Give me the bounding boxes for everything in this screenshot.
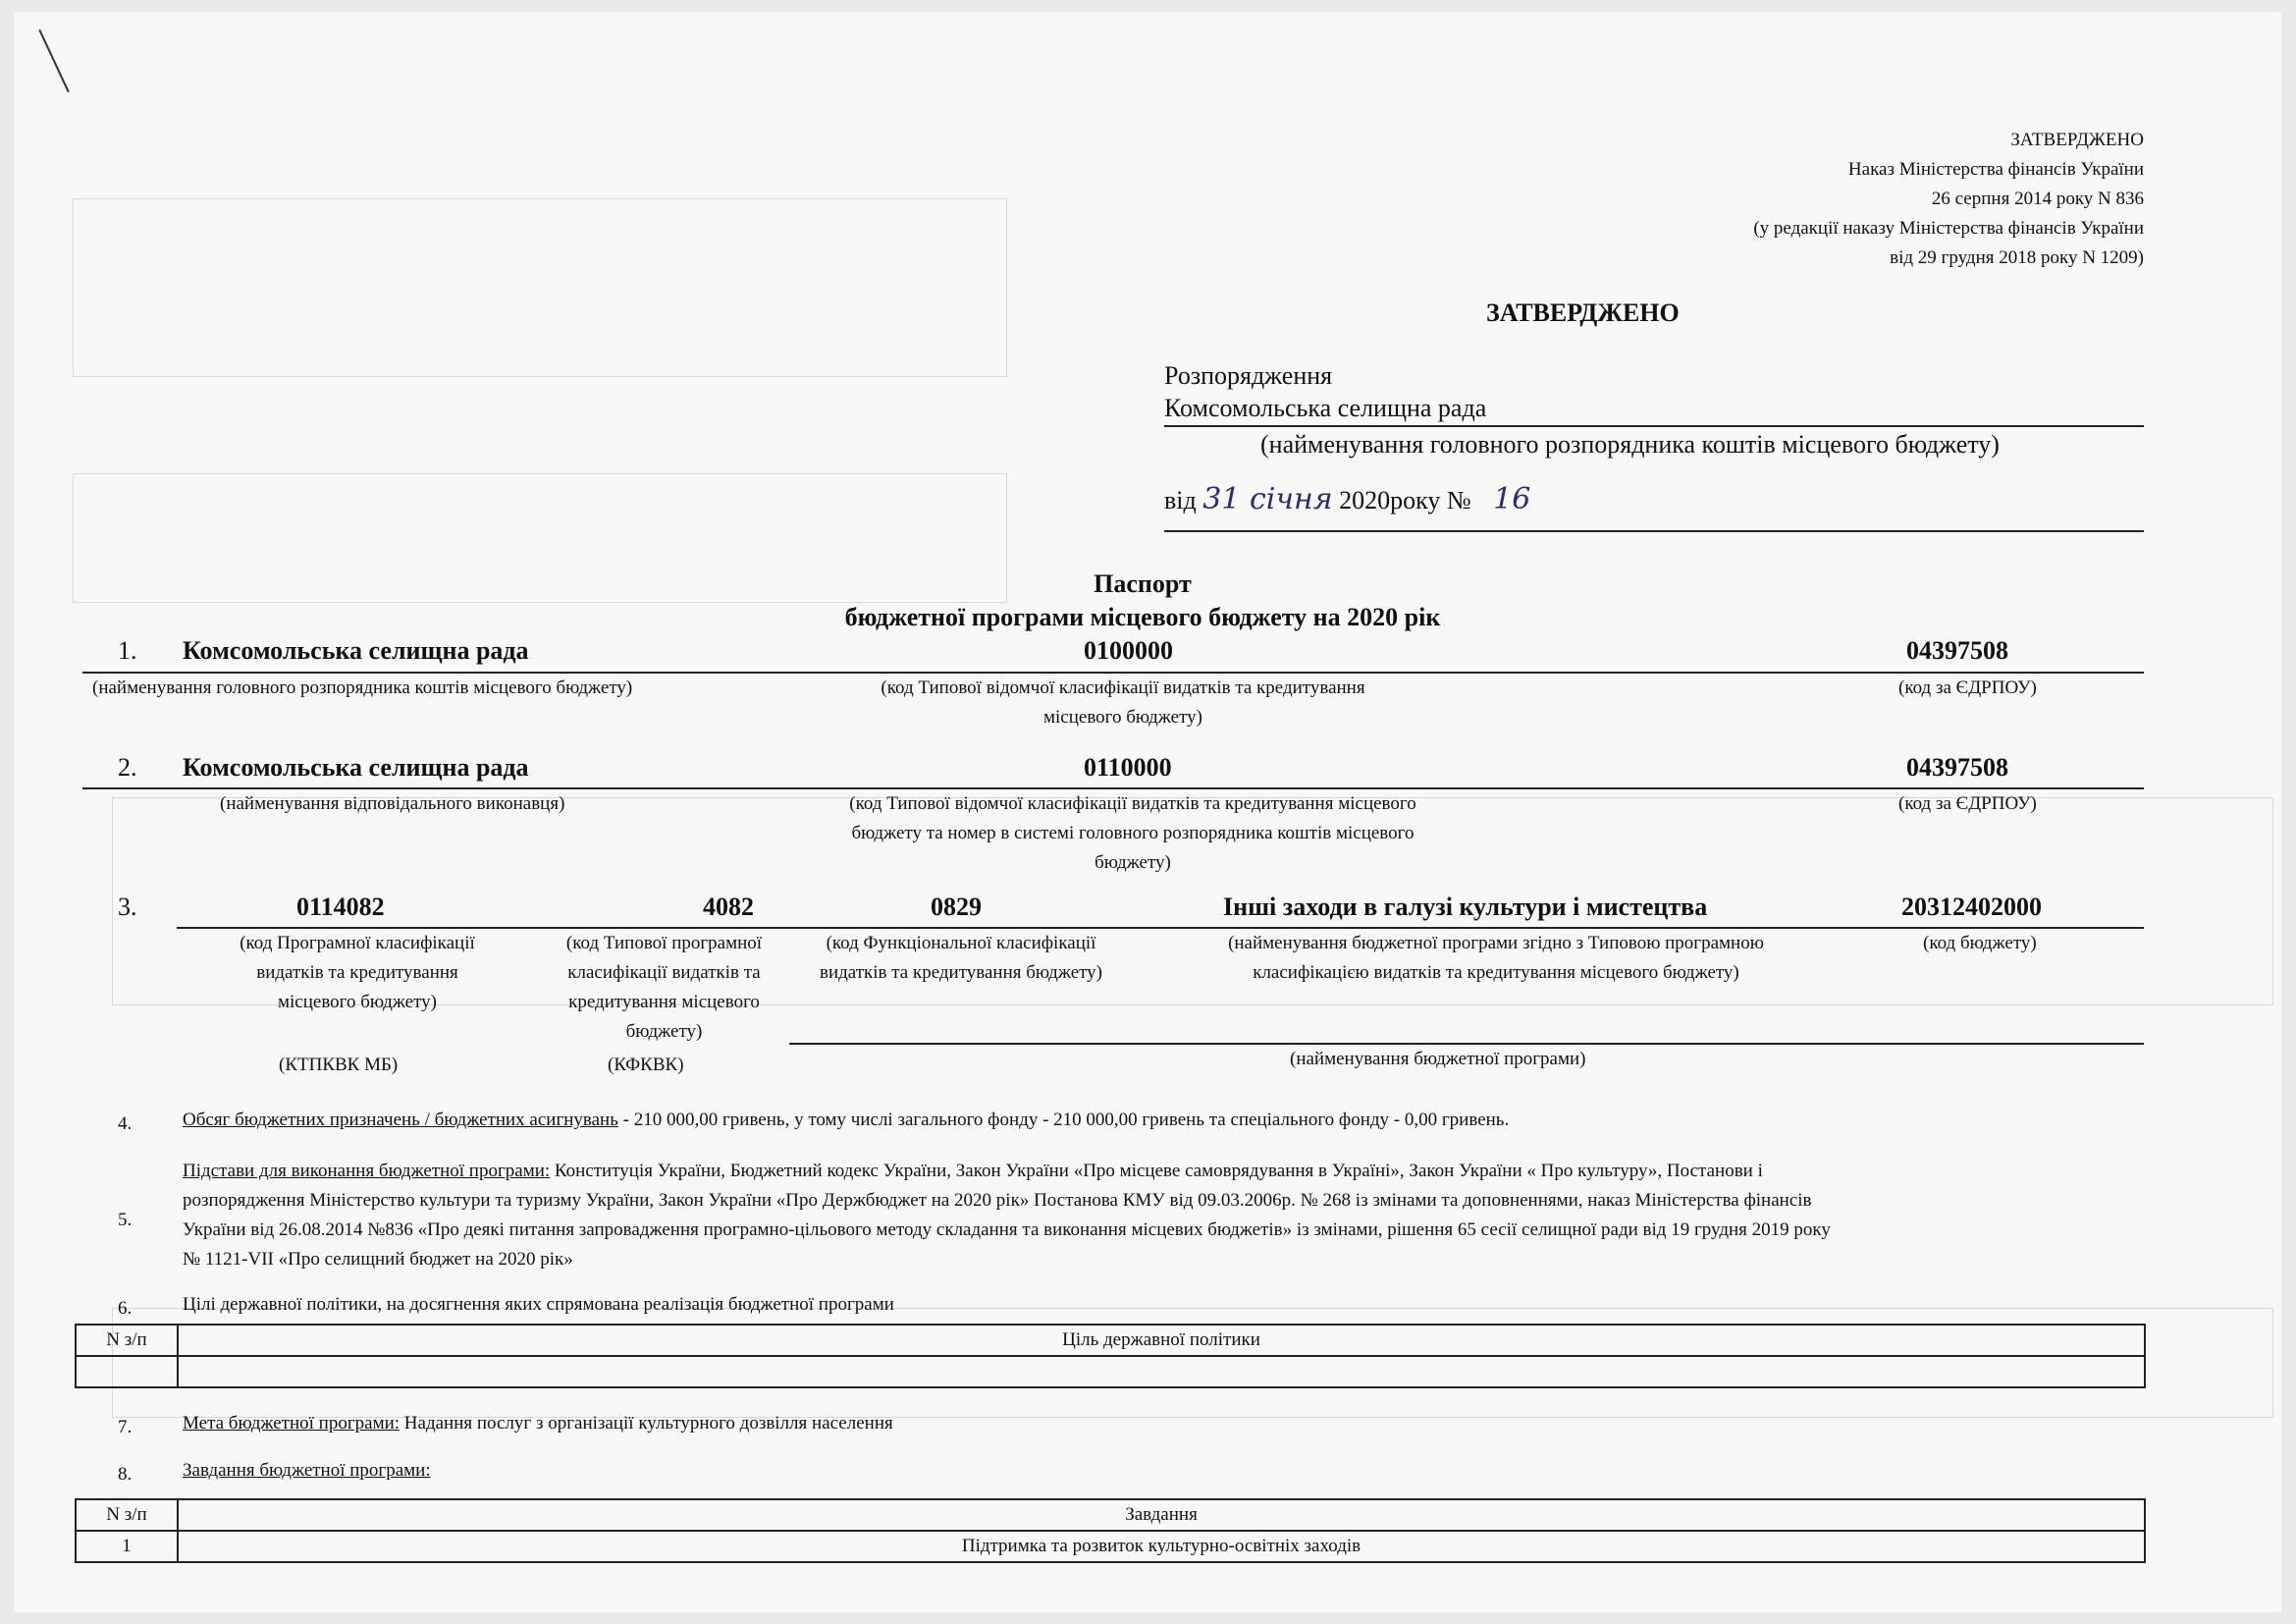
passport-title bbox=[603, 568, 1682, 634]
caption-line: класифікації видатків та bbox=[567, 962, 761, 983]
approval-order-line: Наказ Міністерства фінансів України bbox=[1847, 159, 2144, 180]
cell-empty bbox=[76, 1356, 178, 1387]
caption-line: (код Функціональної класифікації bbox=[826, 933, 1096, 953]
caption: (найменування головного розпорядника коштів місцевого бюджету) bbox=[92, 677, 633, 698]
caption-line: місцевого бюджету) bbox=[277, 992, 437, 1012]
title-line: бюджетної програми місцевого бюджету на 2020 рік bbox=[844, 603, 1441, 631]
tasks-table bbox=[75, 1498, 2146, 1563]
approval-block bbox=[1457, 126, 2144, 273]
caption-line: бюджету) bbox=[1095, 852, 1171, 873]
table-header-row bbox=[76, 1499, 2145, 1531]
approval2-doc-type: Розпорядження bbox=[1164, 361, 1333, 390]
caption-line: (код Типової програмної bbox=[565, 933, 763, 953]
item-number: 1. bbox=[118, 636, 137, 665]
item-label: Підстави для виконання бюджетної програми: bbox=[183, 1161, 551, 1181]
approval2-date-line bbox=[1164, 483, 1530, 517]
caption-line: (код Типової відомчої класифікації видатків та кредитування bbox=[881, 677, 1365, 698]
caption-line: класифікацією видатків та кредитування місцевого бюджету) bbox=[1253, 962, 1739, 983]
caption: (код за ЄДРПОУ) bbox=[1898, 793, 2037, 814]
pen-mark bbox=[38, 29, 69, 92]
approval-order-line: від 29 грудня 2018 року N 1209) bbox=[1890, 247, 2144, 268]
program-name: Інші заходи в галузі культури і мистецтва bbox=[1223, 893, 1708, 921]
caption-line: (код Програмної класифікації bbox=[240, 933, 475, 953]
item-text: № 1121-VII «Про селищний бюджет на 2020 рік» bbox=[183, 1249, 573, 1270]
col-header-goal: Ціль державної політики bbox=[178, 1325, 2145, 1356]
policy-goals-table bbox=[75, 1324, 2146, 1388]
abbr-caption: (КТПКВК МБ) bbox=[279, 1055, 399, 1075]
budget-code: 20312402000 bbox=[1901, 893, 2042, 921]
item-label: Завдання бюджетної програми: bbox=[183, 1460, 431, 1481]
caption: (код бюджету) bbox=[1923, 933, 2037, 953]
col-header-num: N з/п bbox=[76, 1325, 178, 1356]
edrpou-code: 04397508 bbox=[1906, 753, 2008, 782]
approval-order-line: 26 серпня 2014 року N 836 bbox=[1931, 189, 2144, 209]
policy-goals-heading: Цілі державної політики, на досягнення яких спрямована реалізація бюджетної програми bbox=[183, 1294, 894, 1315]
program-goal bbox=[183, 1409, 893, 1438]
approval2-org: Комсомольська селищна рада bbox=[1164, 394, 1487, 422]
table-header-row bbox=[76, 1325, 2145, 1356]
cell-task: Підтримка та розвиток культурно-освітніх заходів bbox=[178, 1531, 2145, 1562]
caption bbox=[794, 929, 1128, 988]
approval-order-line: (у редакції наказу Міністерства фінансів України bbox=[1753, 218, 2144, 239]
executor-name: Комсомольська селищна рада bbox=[183, 753, 529, 782]
caption bbox=[1133, 929, 1859, 988]
underline bbox=[1164, 530, 2144, 532]
item-number: 3. bbox=[118, 893, 137, 921]
caption-line: (найменування бюджетної програми згідно з Типовою програмною bbox=[1228, 933, 1764, 953]
item-text: Надання послуг з організації культурного дозвілля населення bbox=[400, 1413, 893, 1434]
abbr-caption: (КФКВК) bbox=[608, 1055, 684, 1075]
caption-line: бюджету) bbox=[625, 1021, 703, 1042]
underline bbox=[1164, 425, 2144, 427]
bleed-through-table bbox=[73, 198, 1007, 377]
caption-line: бюджету та номер в системі головного розпорядника коштів місцевого bbox=[851, 823, 1415, 843]
col-header-task: Завдання bbox=[178, 1499, 2145, 1531]
caption-line: кредитування місцевого bbox=[568, 992, 760, 1012]
item-number: 6. bbox=[118, 1298, 133, 1319]
handwritten-date: 31 січня bbox=[1202, 482, 1333, 516]
item-text: - 210 000,00 гривень, у тому числі загального фонду - 210 000,00 гривень та спеціального фонду - 0,00 гривень. bbox=[617, 1110, 1510, 1130]
kfk-code: 0829 bbox=[931, 893, 982, 921]
caption: (найменування відповідального виконавця) bbox=[220, 793, 565, 814]
approval-heading: ЗАТВЕРДЖЕНО bbox=[2010, 130, 2144, 150]
edrpou-code: 04397508 bbox=[1906, 636, 2008, 665]
item-number: 8. bbox=[118, 1464, 133, 1485]
caption-line: видатків та кредитування bbox=[256, 962, 458, 983]
item-text: розпорядження Міністерство культури та туризму України, Закон України «Про Держбюджет на 2020 рік» Постанова КМУ від 09.03.2006р. № 268 із змінами та доповненнями, наказ Міністерства фінансів bbox=[183, 1190, 1812, 1211]
item-number: 7. bbox=[118, 1417, 133, 1437]
budget-volume bbox=[183, 1106, 1509, 1135]
document-page bbox=[14, 12, 2281, 1612]
item-label: Мета бюджетної програми: bbox=[183, 1413, 400, 1434]
caption bbox=[181, 929, 534, 1017]
caption bbox=[789, 789, 1476, 878]
program-basis bbox=[183, 1157, 2146, 1274]
caption-line: місцевого бюджету) bbox=[1042, 707, 1202, 728]
department-code: 0110000 bbox=[1084, 753, 1172, 782]
handwritten-number: 16 bbox=[1493, 482, 1531, 516]
approval2-org-caption: (найменування головного розпорядника коштів місцевого бюджету) bbox=[1260, 430, 2000, 459]
col-header-num: N з/п bbox=[76, 1499, 178, 1531]
table-row bbox=[76, 1356, 2145, 1387]
main-manager-name: Комсомольська селищна рада bbox=[183, 636, 529, 665]
date-prefix: від bbox=[1164, 486, 1197, 514]
caption bbox=[539, 929, 789, 1047]
item-label: Обсяг бюджетних призначень / бюджетних асигнувань bbox=[183, 1110, 618, 1130]
item-text: України від 26.08.2014 №836 «Про деякі питання запровадження програмно-цільового методу складання та виконання місцевих бюджетів» із змінами, рішення 65 сесії селищної ради від 19 грудня 2019 року bbox=[183, 1219, 1831, 1240]
approval2-title: ЗАТВЕРДЖЕНО bbox=[1486, 298, 1680, 327]
date-suffix: 2020року № bbox=[1339, 486, 1471, 514]
caption-line: видатків та кредитування бюджету) bbox=[819, 962, 1103, 983]
title-line: Паспорт bbox=[1094, 569, 1192, 598]
cell-num: 1 bbox=[76, 1531, 178, 1562]
caption: (найменування бюджетної програми) bbox=[1290, 1049, 1586, 1069]
kpkvk-code: 0114082 bbox=[296, 893, 385, 921]
caption-line: (код Типової відомчої класифікації видатків та кредитування місцевого bbox=[849, 793, 1416, 814]
item-number: 4. bbox=[118, 1113, 133, 1134]
table-row bbox=[76, 1531, 2145, 1562]
kfkvk-code: 4082 bbox=[703, 893, 754, 921]
cell-empty bbox=[178, 1356, 2145, 1387]
department-code: 0100000 bbox=[1084, 636, 1173, 665]
item-number: 5. bbox=[118, 1210, 133, 1230]
item-number: 2. bbox=[118, 753, 137, 782]
caption: (код за ЄДРПОУ) bbox=[1898, 677, 2037, 698]
caption bbox=[819, 674, 1427, 732]
item-text: Конституція України, Бюджетний кодекс України, Закон України «Про місцеве самоврядування в Україні», Закон України « Про культуру», Постанови і bbox=[550, 1161, 1763, 1181]
